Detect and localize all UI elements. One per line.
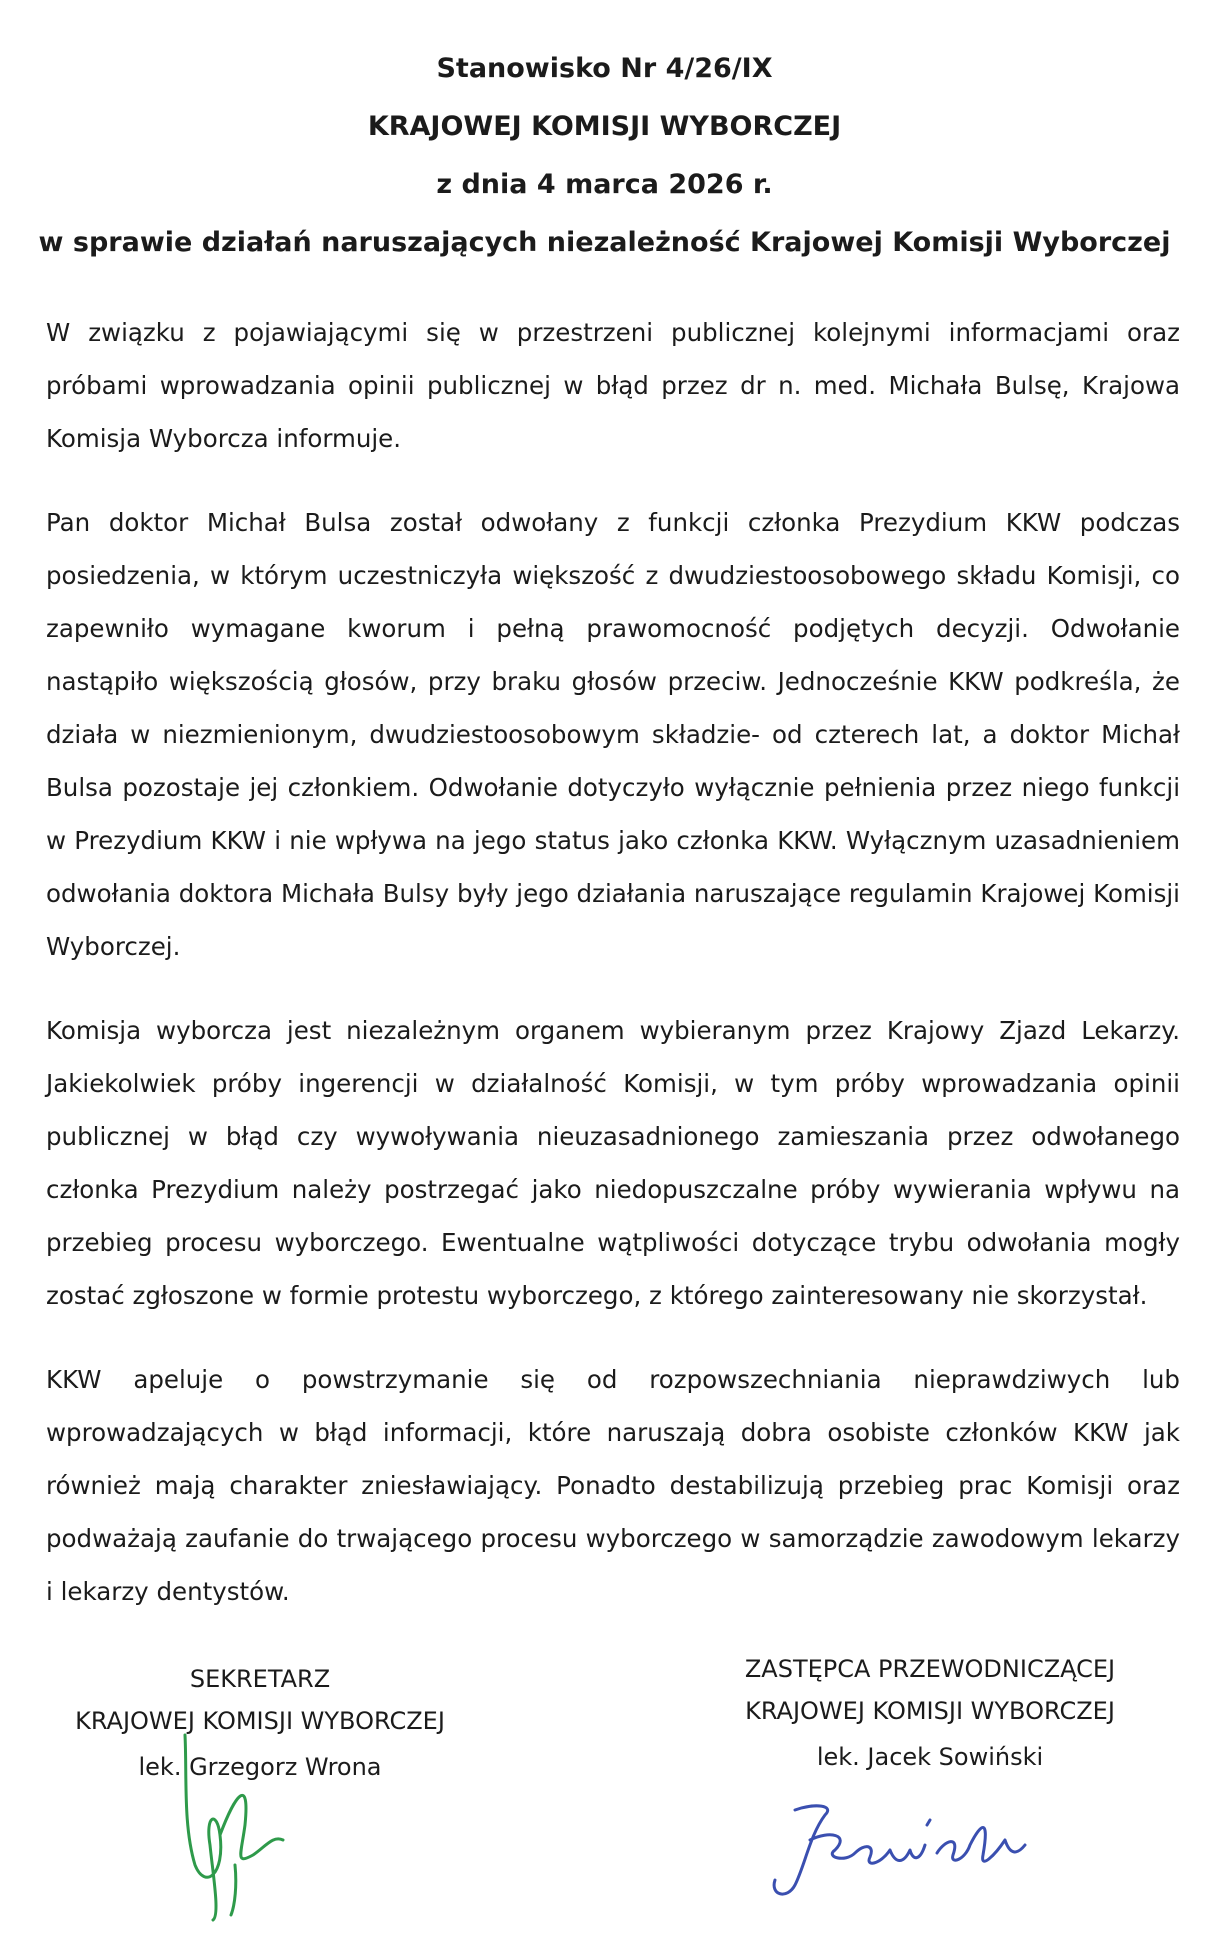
paragraph-2: Pan doktor Michał Bulsa został odwołany z funkcji członka Prezydium KKW podczas posiedzenia, w którym uczestniczyła większość z dwudziestoosobowego składu Komisji, co zapewniło wymagane kworum i pełną prawomocność podjętych decyzji. Odwołanie nastąpiło większością głosów, przy braku głosów przeciw. Jednocześnie KKW podkreśla, że działa w niezmienionym, dwudziestoosobowym składzie- od czterech lat, a doktor Michał Bulsa pozostaje jej członkiem. Odwołanie dotyczyło wyłącznie pełnienia przez niego funkcji w Prezydium KKW i nie wpływa na jego status jako członka KKW. Wyłącznym uzasadnieniem odwołania doktora Michała Bulsy były jego działania naruszające regulamin Krajowej Komisji Wyborczej. [46,508,1180,961]
signature-block-deputy-chair [700,1648,1160,1778]
paragraph-3: Komisja wyborcza jest niezależnym organem wybieranym przez Krajowy Zjazd Lekarzy. Jakiekolwiek próby ingerencji w działalność Komisji, w tym próby wprowadzania opinii publicznej w błąd czy wywoływania nieuzasadnionego zamieszania przez odwołanego członka Prezydium należy postrzegać jako niedopuszczalne próby wywierania wpływu na przebieg procesu wyborczego. Ewentualne wątpliwości dotyczące trybu odwołania mogły zostać zgłoszone w formie protestu wyborczego, z którego zainteresowany nie skorzystał. [46,1016,1180,1310]
signatory-name: lek. Jacek Sowiński [816,1743,1044,1771]
resolution-number: Stanowisko Nr 4/26/IX [436,53,773,84]
handwritten-signature-deputy-chair [755,1795,1035,1905]
issuing-body: KRAJOWEJ KOMISJI WYBORCZEJ [367,111,842,142]
signatory-role: SEKRETARZ [189,1665,331,1693]
signatory-organization: KRAJOWEJ KOMISJI WYBORCZEJ [745,1697,1115,1725]
signatory-role: ZASTĘPCA PRZEWODNICZĄCEJ [744,1655,1116,1683]
paragraph-1: W związku z pojawiającymi się w przestrzeni publicznej kolejnymi informacjami oraz próbami wprowadzania opinii publicznej w błąd przez dr n. med. Michała Bulsę, Krajowa Komisja Wyborcza informuje. [46,318,1180,453]
signatory-name: lek. Grzegorz Wrona [138,1753,382,1781]
resolution-subject: w sprawie działań naruszających niezależność Krajowej Komisji Wyborczej [38,227,1171,258]
paragraph-4: KKW apeluje o powstrzymanie się od rozpowszechniania nieprawdziwych lub wprowadzających w błąd informacji, które naruszają dobra osobiste członków KKW jak również mają charakter zniesławiający. Ponadto destabilizują przebieg prac Komisji oraz podważają zaufanie do trwającego procesu wyborczego w samorządzie zawodowym lekarzy i lekarzy dentystów. [46,1365,1180,1606]
signatory-organization: KRAJOWEJ KOMISJI WYBORCZEJ [75,1707,445,1735]
document-body [46,306,1180,1649]
document-header [0,40,1209,272]
resolution-date: z dnia 4 marca 2026 r. [436,169,773,200]
handwritten-signature-secretary [165,1715,295,1925]
